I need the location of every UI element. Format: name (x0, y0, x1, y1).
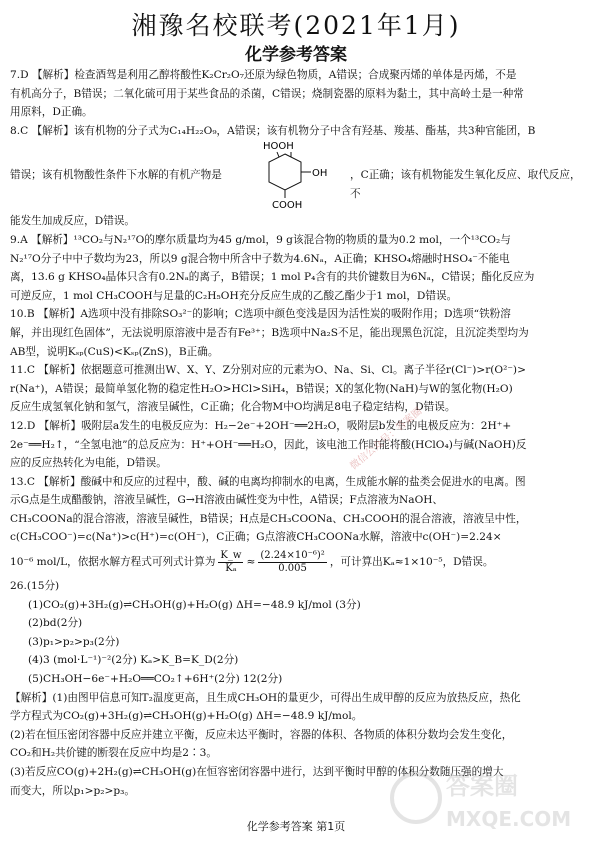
q13-line: 13.C 【解析】酸碱中和反应的过程中，酸、碱的电离均抑制水的电离，生成能水解的盐类会促进水的电离。图 (10, 475, 526, 488)
q9-line: 离，13.6 g KHSO₄晶体只含有0.2Nₐ的离子，B错误；1 mol P₄含有的共价键数目为6Nₐ，C错误；酯化反应为 (10, 271, 535, 284)
struct-label-cooh: COOH (272, 200, 303, 212)
q10-line: AB型，说明Kₛₚ(CuS)<Kₛₚ(ZnS)，B正确。 (10, 345, 219, 358)
fraction-denominator: 0.005 (278, 562, 307, 574)
q10-line: 解，并出现红色固体”，无法说明原溶液中是否有Fe³⁺；B选项中Na₂S不足，能出现黑色沉淀，且沉淀类型均为 (10, 326, 529, 339)
q11-line: 11.C 【解析】依据题意可推测出W、X、Y、Z分别对应的元素为O、Na、Si、Cl。离子半径r(Cl⁻)>r(O²⁻)> (10, 364, 526, 377)
watermark-logo-text: 答案圈 (446, 772, 518, 800)
q26-item: (3)p₁>p₂>p₃(2分) (28, 635, 120, 648)
answer-content (10, 66, 582, 800)
q7-line: 有机高分子，B错误；二氧化硫可用于某些食品的杀菌，C错误；烧制瓷器的原料为黏土，其中高岭土是一种常 (10, 87, 524, 100)
q26-heading: 26.(15分) (10, 580, 60, 593)
q26-item: (2)bd(2分) (28, 617, 83, 630)
q13-line: 示G点是生成醋酸钠，溶液呈碱性，G→H溶液由碱性变为中性，A错误；F点溶液为NaOH、 (10, 494, 444, 507)
q26-analysis-line: (2)若在恒压密闭容器中反应并建立平衡，反应未达平衡时，容器的体积、各物质的体积分数均会发生变化， (10, 728, 513, 741)
q13-text: ，可计算出Kₐ≈1×10⁻⁵，D错误。 (329, 555, 494, 568)
fraction-numerator: (2.24×10⁻⁶)² (260, 549, 325, 561)
q10-line: 10.B 【解析】A选项中没有排除SO₃²⁻的影响；C选项中颜色变浅是因为活性炭的吸附作用；D选项“铁粉溶 (10, 308, 511, 321)
q26-analysis-line: (3)若反应CO(g)+2H₂(g)⇌CH₃OH(g)在恒容密闭容器中进行，达到平衡时甲醇的体积分数随压强的增大 (10, 766, 504, 778)
q26-item: (1)CO₂(g)+3H₂(g)⇌CH₃OH(g)+H₂O(g) ΔH=−48.9 kJ/mol (3分) (28, 598, 361, 611)
page-subtitle: 化学参考答案 (245, 45, 347, 65)
q13-text: 10⁻⁶ mol/L，依据水解方程式可列式计算为 (10, 555, 216, 568)
page-footer: 化学参考答案 第1页 (246, 820, 346, 833)
hydrolysis-product-structure (255, 140, 350, 212)
struct-label-hooh: HOOH (263, 141, 294, 153)
q11-line: 反应生成氢氧化钠和氢气，溶液呈碱性，C正确；化合物M中O均满足8电子稳定结构，D错误。 (10, 401, 456, 414)
value-fraction (258, 550, 326, 575)
q13-line: CH₃COONa的混合溶液，溶液呈碱性，B错误；H点是CH₃COONa、CH₃COOH的混合溶液，溶液呈中性， (10, 512, 527, 525)
q8-line: 8.C 【解析】该有机物的分子式为C₁₄H₂₂O₉，A错误；该有机物分子中含有羟基、羧基、酯基，共3种官能团，B (10, 124, 536, 137)
q8-structure-block (10, 140, 582, 212)
q7-line: 用原料，D正确。 (10, 106, 93, 119)
q9-line: N₂¹⁷O分子中中子数均为23，所以9 g混合物中所含中子数为4.6Nₐ，A正确；KHSO₄熔融时HSO₄⁻不能电 (10, 252, 510, 265)
q9-line: 可逆反应，1 mol CH₃COOH与足量的C₂H₅OH充分反应生成的乙酸乙酯少于1 mol，D错误。 (10, 289, 458, 302)
approx-sign: ≈ (246, 555, 256, 568)
watermark-logo-sub: MXQE.COM (446, 807, 572, 831)
q13-line: c(CH₃COO⁻)=c(Na⁺)>c(H⁺)=c(OH⁻)，C正确；G点溶液CH₃COONa水解，溶液中c(OH⁻)=2.24× (10, 531, 502, 544)
q26-analysis-line: CO₂和H₂共价键的断裂在反应中均是2∶3。 (10, 747, 217, 760)
q26-item: (4)3 (mol·L⁻¹)⁻²(2分) Kₐ>K_B=K_D(2分) (28, 654, 239, 667)
fraction-denominator: Kₐ (225, 562, 237, 574)
q7-line: 7.D 【解析】检查酒驾是利用乙醇将酸性K₂Cr₂O₇还原为绿色物质，A错误；合成聚丙烯的单体是丙烯，不是 (10, 69, 517, 81)
q12-line: 12.D 【解析】吸附层a发生的电极反应为：H₂−2e⁻+2OH⁻══2H₂O，吸附层b发生的电极反应为：2H⁺+ (10, 419, 512, 432)
q26-analysis-line: 【解析】(1)由图甲信息可知T₂温度更高，且生成CH₃OH的量更少，可得出生成甲醇的反应为放热反应，热化 (10, 691, 521, 704)
q9-line: 9.A 【解析】¹³CO₂与N₂¹⁷O的摩尔质量均为45 g/mol，9 g该混合物的物质的量为0.2 mol，一个¹³CO₂与 (10, 233, 511, 246)
kw-ka-fraction (218, 550, 243, 575)
page-title: 湘豫名校联考(2021年1月) (131, 11, 461, 40)
q8-line: 能发生加成反应，D错误。 (10, 215, 136, 228)
q8-line: 错误；该有机物酸性条件下水解的有机产物是 (10, 169, 222, 182)
q26-item: (5)CH₃OH−6e⁻+H₂O══CO₂↑+6H⁺(2分) 12(2分) (28, 673, 283, 686)
q26-analysis-line: 学方程式为CO₂(g)+3H₂(g)⇌CH₃OH(g)+H₂O(g) ΔH=−48.9 kJ/mol。 (10, 710, 363, 723)
q12-line: 应的反应热转化为电能，D错误。 (10, 457, 167, 470)
q8-line: ，C正确；该有机物能发生氧化反应、取代反应，不 (350, 169, 581, 200)
q12-line: 2e⁻══H₂↑，“全氢电池”的总反应为：H⁺+OH⁻══H₂O，因此，该电池工作时能将酸(HClO₄)与碱(NaOH)反 (10, 438, 527, 451)
q13-formula-line (10, 547, 582, 577)
diagonal-watermark: 微信公众号：答案圈 (348, 405, 425, 473)
struct-label-oh: OH (312, 168, 328, 180)
fraction-numerator: K_w (220, 549, 242, 561)
q11-line: r(Na⁺)，A错误；最简单氢化物的稳定性H₂O>HCl>SiH₄，B错误；X的氢化物(NaH)与W的氢化物(H₂O) (10, 382, 513, 395)
q26-analysis-line: 而变大，所以p₁>p₂>p₃。 (10, 784, 135, 797)
